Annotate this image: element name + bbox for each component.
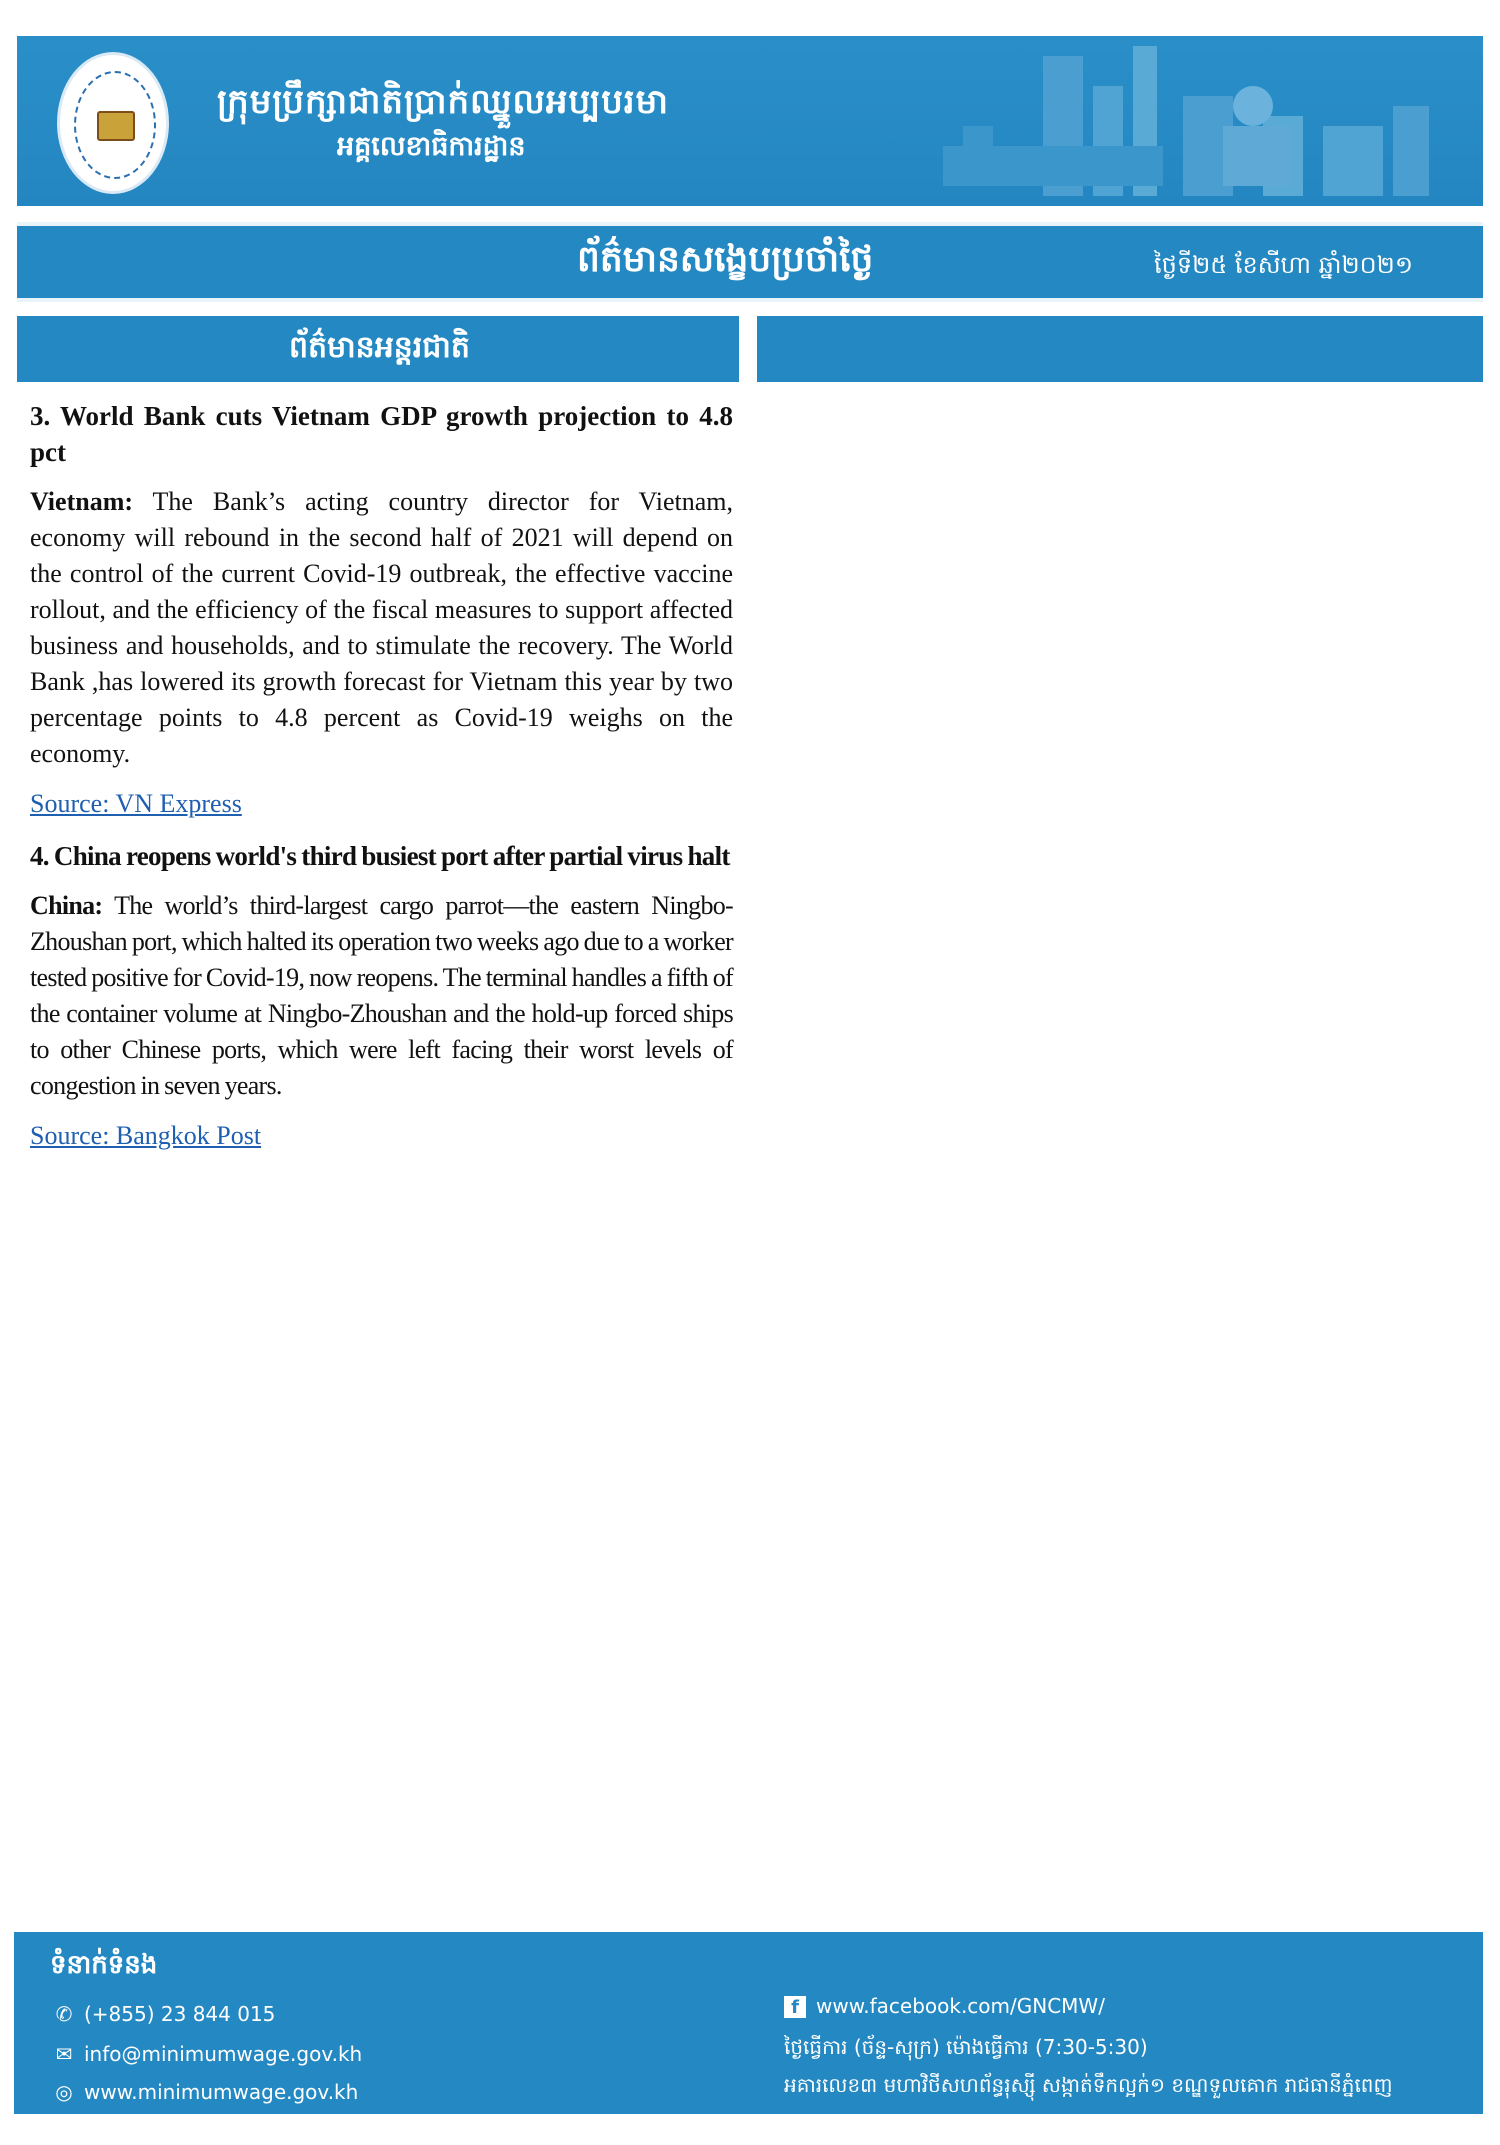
article-paragraph — [30, 888, 733, 1104]
office-hours: ថ្ងៃធ្វើការ (ច័ន្ទ-សុក្រ) ម៉ោងធ្វើការ (7:30-5:30) — [784, 2035, 1148, 2059]
website-link[interactable]: www.minimumwage.gov.kh — [84, 2080, 359, 2104]
article-lead: China: — [30, 891, 103, 920]
organization-subtitle: អគ្គលេខាធិការដ្ឋាន — [337, 131, 526, 162]
phone-icon: ✆ — [55, 2002, 73, 2026]
office-address: អគារលេខ៣ មហាវិថីសហព័ន្ធរុស្ស៊ី សង្កាត់ទឹកល្អក់១ ខណ្ឌទួលគោក រាជធានីភ្នំពេញ — [784, 2073, 1393, 2097]
contact-title: ទំនាក់ទំនង — [50, 1950, 158, 1980]
bulletin-title-bar — [17, 222, 1483, 302]
contact-footer — [14, 1932, 1483, 2114]
globe-icon: ◎ — [55, 2080, 73, 2104]
article-lead: Vietnam: — [30, 487, 134, 516]
section-header — [17, 316, 739, 382]
email-row — [50, 2042, 362, 2066]
seal-logo — [57, 52, 169, 194]
section-title: ព័ត៌មានអន្តរជាតិ — [289, 330, 470, 365]
article-paragraph — [30, 484, 733, 772]
section-header-right — [757, 316, 1483, 382]
bulletin-date: ថ្ងៃទី២៥ ខែសីហា ឆ្នាំ២០២១ — [1153, 251, 1413, 279]
facebook-icon: f — [784, 1996, 806, 2018]
phone-row — [50, 2002, 275, 2026]
article-heading: 3. World Bank cuts Vietnam GDP growth projection to 4.8 pct — [30, 401, 733, 467]
article-column — [30, 398, 733, 1170]
source-link[interactable]: Source: Bangkok Post — [30, 1121, 262, 1150]
facebook-link[interactable]: www.facebook.com/GNCMW/ — [816, 1994, 1105, 2018]
phone-number: (+855) 23 844 015 — [84, 2002, 276, 2026]
source-link[interactable]: Source: VN Express — [30, 789, 242, 818]
bulletin-title: ព័ត៌មានសង្ខេបប្រចាំថ្ងៃ — [577, 239, 874, 280]
article-heading: 4. China reopens world's third busiest port after partial virus halt — [30, 841, 730, 871]
website-row — [50, 2080, 358, 2104]
facebook-row — [784, 1994, 1105, 2018]
article-body: The Bank’s acting country director for Vietnam, economy will rebound in the second half of 2021 will depend on the control of the current Covid-19 outbreak, the effective vaccine rollout, and the efficiency of the fiscal measures to support affected business and households, and to stimulate the recovery. The World Bank ,has lowered its growth forecast for Vietnam this year by two percentage points to 4.8 percent as Covid-19 weighs on the economy. — [30, 487, 733, 768]
organization-name: ក្រុមប្រឹក្សាជាតិប្រាក់ឈ្នួលអប្បបរមា — [217, 82, 669, 122]
header-banner — [17, 36, 1483, 206]
banner-cityscape-illustration — [663, 36, 1483, 206]
mail-icon: ✉ — [55, 2042, 73, 2066]
article-body: The world’s third-largest cargo parrot—the eastern Ningbo-Zhoushan port, which halted its operation two weeks ago due to a worker tested positive for Covid-19, now reopens. The terminal handles a fifth of the container volume at Ningbo-Zhoushan and the hold-up forced ships to other Chinese ports, which were left facing their worst levels of congestion in seven years. — [30, 891, 733, 1100]
email-link[interactable]: info@minimumwage.gov.kh — [84, 2042, 363, 2066]
